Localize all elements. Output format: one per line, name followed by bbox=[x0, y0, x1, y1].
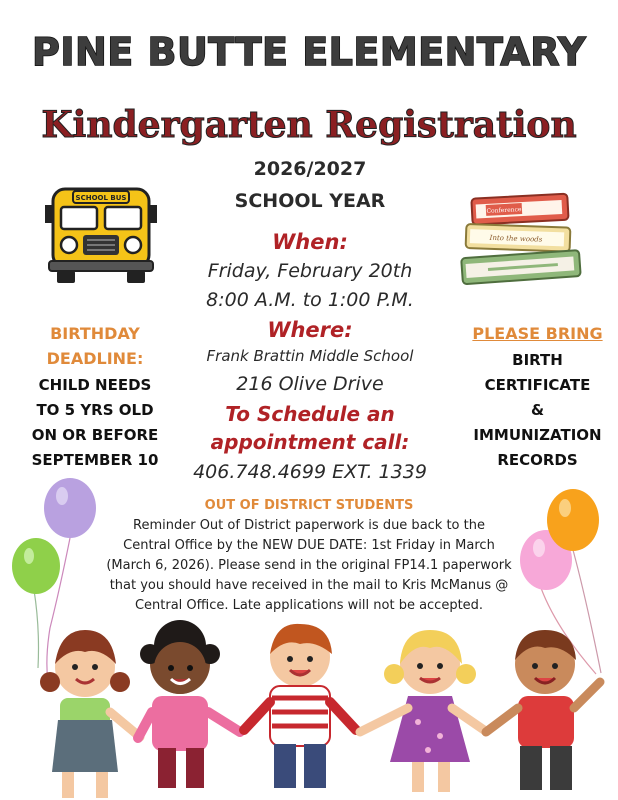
birthday-deadline-line: ON OR BEFORE bbox=[31, 426, 159, 444]
children-illustration bbox=[0, 612, 618, 800]
out-of-district-line: Central Office by the NEW DUE DATE: 1st Friday in March bbox=[123, 538, 495, 553]
event-title: Kindergarten Registration bbox=[41, 104, 577, 146]
birthday-deadline-line: CHILD NEEDS bbox=[38, 376, 152, 394]
event-time: 8:00 A.M. to 1:00 P.M. bbox=[206, 289, 414, 311]
birthday-deadline-line: TO 5 YRS OLD bbox=[36, 401, 154, 419]
child-2 bbox=[138, 620, 240, 788]
when-heading: When: bbox=[272, 230, 348, 254]
school-bus-icon bbox=[45, 185, 157, 285]
schedule-heading-line2: appointment call: bbox=[210, 430, 410, 454]
books-stack-icon bbox=[458, 190, 588, 290]
please-bring-item: IMMUNIZATION bbox=[473, 426, 602, 444]
schedule-heading-line1: To Schedule an bbox=[225, 402, 395, 426]
child-5 bbox=[486, 630, 600, 790]
please-bring-item: RECORDS bbox=[497, 451, 578, 469]
please-bring-item: BIRTH bbox=[512, 351, 563, 369]
out-of-district-heading: OUT OF DISTRICT STUDENTS bbox=[204, 498, 414, 513]
out-of-district-line: Reminder Out of District paperwork is due back to the bbox=[133, 518, 485, 533]
out-of-district-line: (March 6, 2026). Please send in the original FP14.1 paperwork bbox=[106, 558, 512, 573]
phone-number: 406.748.4699 EXT. 1339 bbox=[193, 461, 427, 483]
svg-text:SCHOOL BUS: SCHOOL BUS bbox=[75, 194, 127, 202]
where-heading: Where: bbox=[267, 318, 353, 342]
school-year-range: 2026/2027 bbox=[253, 158, 367, 180]
child-1 bbox=[40, 630, 140, 798]
birthday-deadline-line: SEPTEMBER 10 bbox=[31, 451, 159, 469]
out-of-district-line: that you should have received in the mail to Kris McManus @ bbox=[109, 578, 509, 593]
please-bring-item: & bbox=[530, 401, 545, 419]
birthday-deadline-title: DEADLINE: bbox=[46, 349, 144, 368]
svg-text:Into the woods: Into the woods bbox=[489, 233, 543, 244]
child-4 bbox=[360, 630, 484, 792]
school-name: PINE BUTTE ELEMENTARY bbox=[32, 30, 586, 74]
please-bring-item: CERTIFICATE bbox=[484, 376, 591, 394]
out-of-district-line: Central Office. Late applications will not be accepted. bbox=[134, 598, 484, 613]
school-year-label: SCHOOL YEAR bbox=[234, 190, 386, 212]
event-address: 216 Olive Drive bbox=[236, 373, 384, 395]
birthday-deadline-title: BIRTHDAY bbox=[50, 324, 140, 343]
event-date: Friday, February 20th bbox=[207, 260, 413, 282]
event-location: Frank Brattin Middle School bbox=[206, 347, 414, 365]
please-bring-heading: PLEASE BRING bbox=[472, 324, 603, 343]
child-3 bbox=[244, 624, 356, 788]
svg-text:Conference: Conference bbox=[486, 206, 522, 215]
